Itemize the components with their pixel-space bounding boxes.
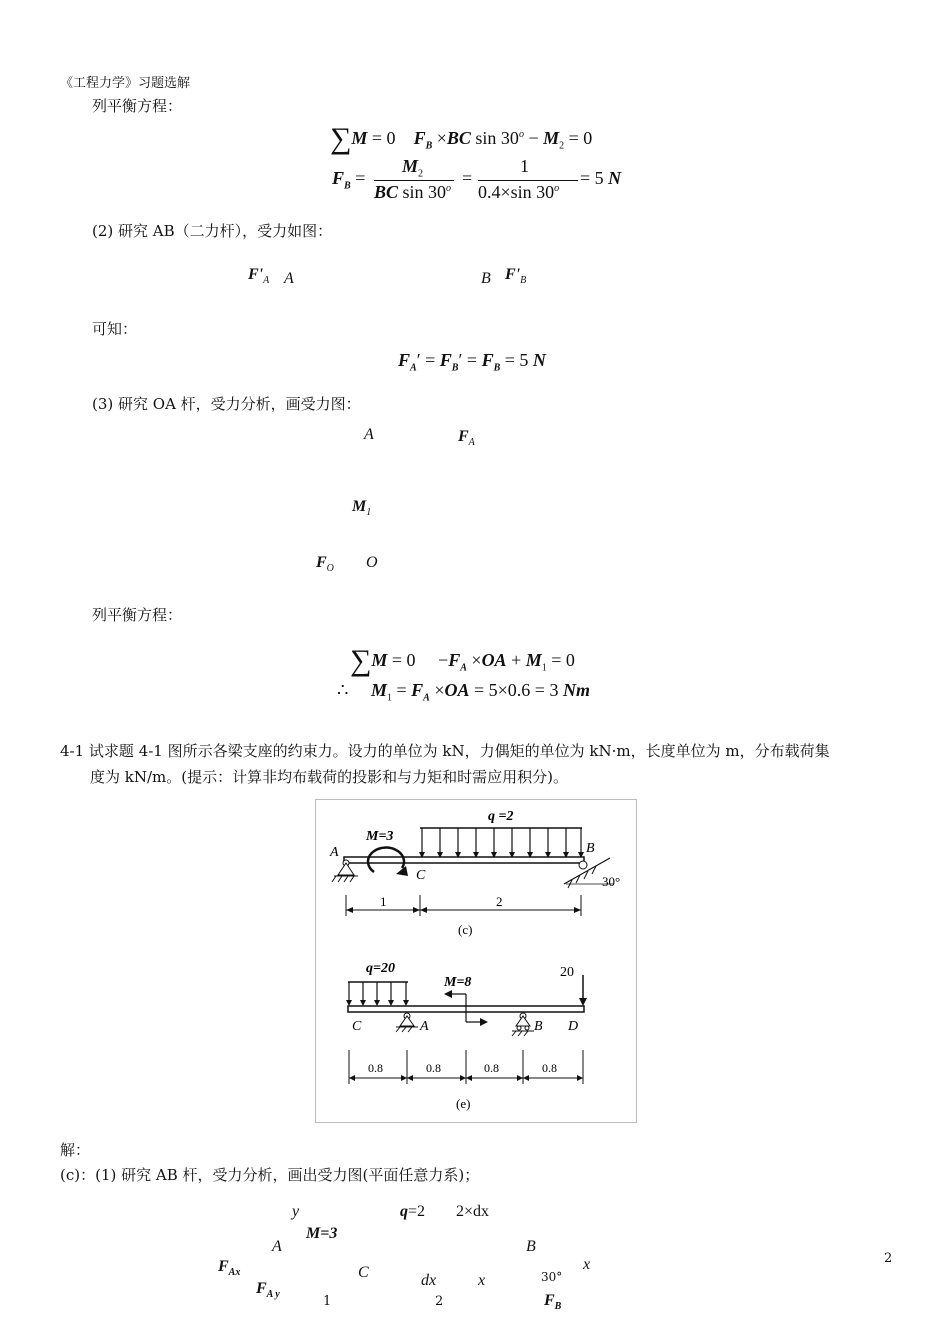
fig-e-dim-4: 0.8 [542,1061,557,1075]
fbd-point-b-label: B [526,1238,536,1255]
oa-force-fo-label: $F_O$ [316,554,334,575]
equation-m1: ∴ $M_1 = F_A \times OA = 5\times 0.6 = 3$ Nm [337,680,590,704]
study-ab-text: (2) 研究 AB（二力杆），受力如图： [92,222,333,240]
fig-e-c-label: C [352,1019,362,1034]
fig-e-f-label: 20 [560,965,574,980]
fig-c-b-label: B [586,841,595,856]
fig-e-d-label: D [568,1019,579,1034]
fbd-point-c-label: C [358,1264,369,1281]
fbd-x-position-label: x [478,1272,486,1289]
oa-point-a-label: A [364,426,374,443]
page-header: 《工程力学》习题选解 [60,76,191,91]
fig-c-dim1: 1 [380,894,387,909]
problem-statement-line2: 度为 kN/m。(提示：计算非均布载荷的投影和与力矩和时需应用积分)。 [90,768,568,786]
known-text: 可知： [92,320,138,338]
figure-e [346,961,587,1111]
equilibrium-heading-1: 列平衡方程： [92,97,183,115]
oa-moment-m1-label: $M_1$ [352,498,372,519]
study-oa-text: (3) 研究 OA 杆，受力分析，画受力图： [92,395,361,413]
fbd-y-axis-label: y [292,1203,300,1220]
fbd-q-label: q=2 [400,1203,426,1220]
equation-fb: $F_B$ = $M_2$ BC $\sin 30^o$ = 1 0.4×sin $30^o$ = 5 N [332,156,622,202]
oa-force-fa-label: $F_A$ [458,428,475,449]
fbd-angle-label: 30° [541,1270,563,1284]
solution-label: 解： [60,1141,91,1159]
ab-point-a-label: A [284,270,294,287]
fig-e-q-label: q=20 [366,961,395,976]
problem-statement-line1: 4-1 试求题 4-1 图所示各梁支座的约束力。设力的单位为 kN，力偶矩的单位为 kN·m，长度单位为 m，分布载荷集 [60,742,830,760]
fig-e-a-label: A [420,1019,429,1034]
oa-point-o-label: O [366,554,378,571]
fig-e-dim-1: 0.8 [368,1061,383,1075]
fbd-fay-label: $F_{A y}$ [256,1280,280,1301]
equation-sum-moment-2: ∑M = 0 $-F_A \times OA + M_1 = 0$ [350,644,575,677]
page-number: 2 [884,1251,893,1266]
fig-c-a-label: A [330,845,339,860]
fig-c-caption: (c) [458,922,473,937]
fbd-dim-1: 1 [323,1294,332,1309]
problem-figure [315,799,637,1123]
ab-point-b-label: B [481,270,491,287]
fig-e-caption: (e) [456,1096,471,1111]
beam-figure-svg [316,800,636,1122]
fig-c-angle-label: 30° [602,874,621,889]
equilibrium-heading-2: 列平衡方程： [92,606,183,624]
fig-c-m-label: M=3 [366,829,394,844]
fig-e-dim-3: 0.8 [484,1061,499,1075]
equation-sum-moment-1: ∑M = 0 $F_B \times BC$ $\sin 30^o - M_2 = 0$ [330,122,593,155]
fig-c-q-label: q =2 [488,809,514,824]
fbd-dim-2: 2 [435,1294,444,1309]
case-c-text: (c)：(1) 研究 AB 杆，受力分析，画出受力图(平面任意力系)； [60,1166,480,1184]
fbd-q-dx-label: 2×dx [456,1203,490,1220]
ab-force-fa-label: $F'_A$ [248,266,270,287]
fig-e-m-label: M=8 [444,975,472,990]
equation-equal-forces: $F_A' = F_B' = F_B = 5$ N [398,350,546,374]
fbd-fb-label: $F_B$ [544,1292,562,1313]
fbd-fax-label: $F_{Ax}$ [218,1258,241,1279]
fig-c-dim2: 2 [496,894,503,909]
fig-e-b-label: B [534,1019,543,1034]
ab-force-fb-label: $F'_B$ [505,266,527,287]
fbd-dx-label: dx [421,1272,437,1289]
figure-c [329,809,620,937]
fig-e-dim-2: 0.8 [426,1061,441,1075]
fbd-x-axis-label: x [583,1256,591,1273]
fig-c-c-label: C [416,868,426,883]
fbd-point-a-label: A [272,1238,282,1255]
fbd-moment-label: M=3 [306,1225,338,1242]
